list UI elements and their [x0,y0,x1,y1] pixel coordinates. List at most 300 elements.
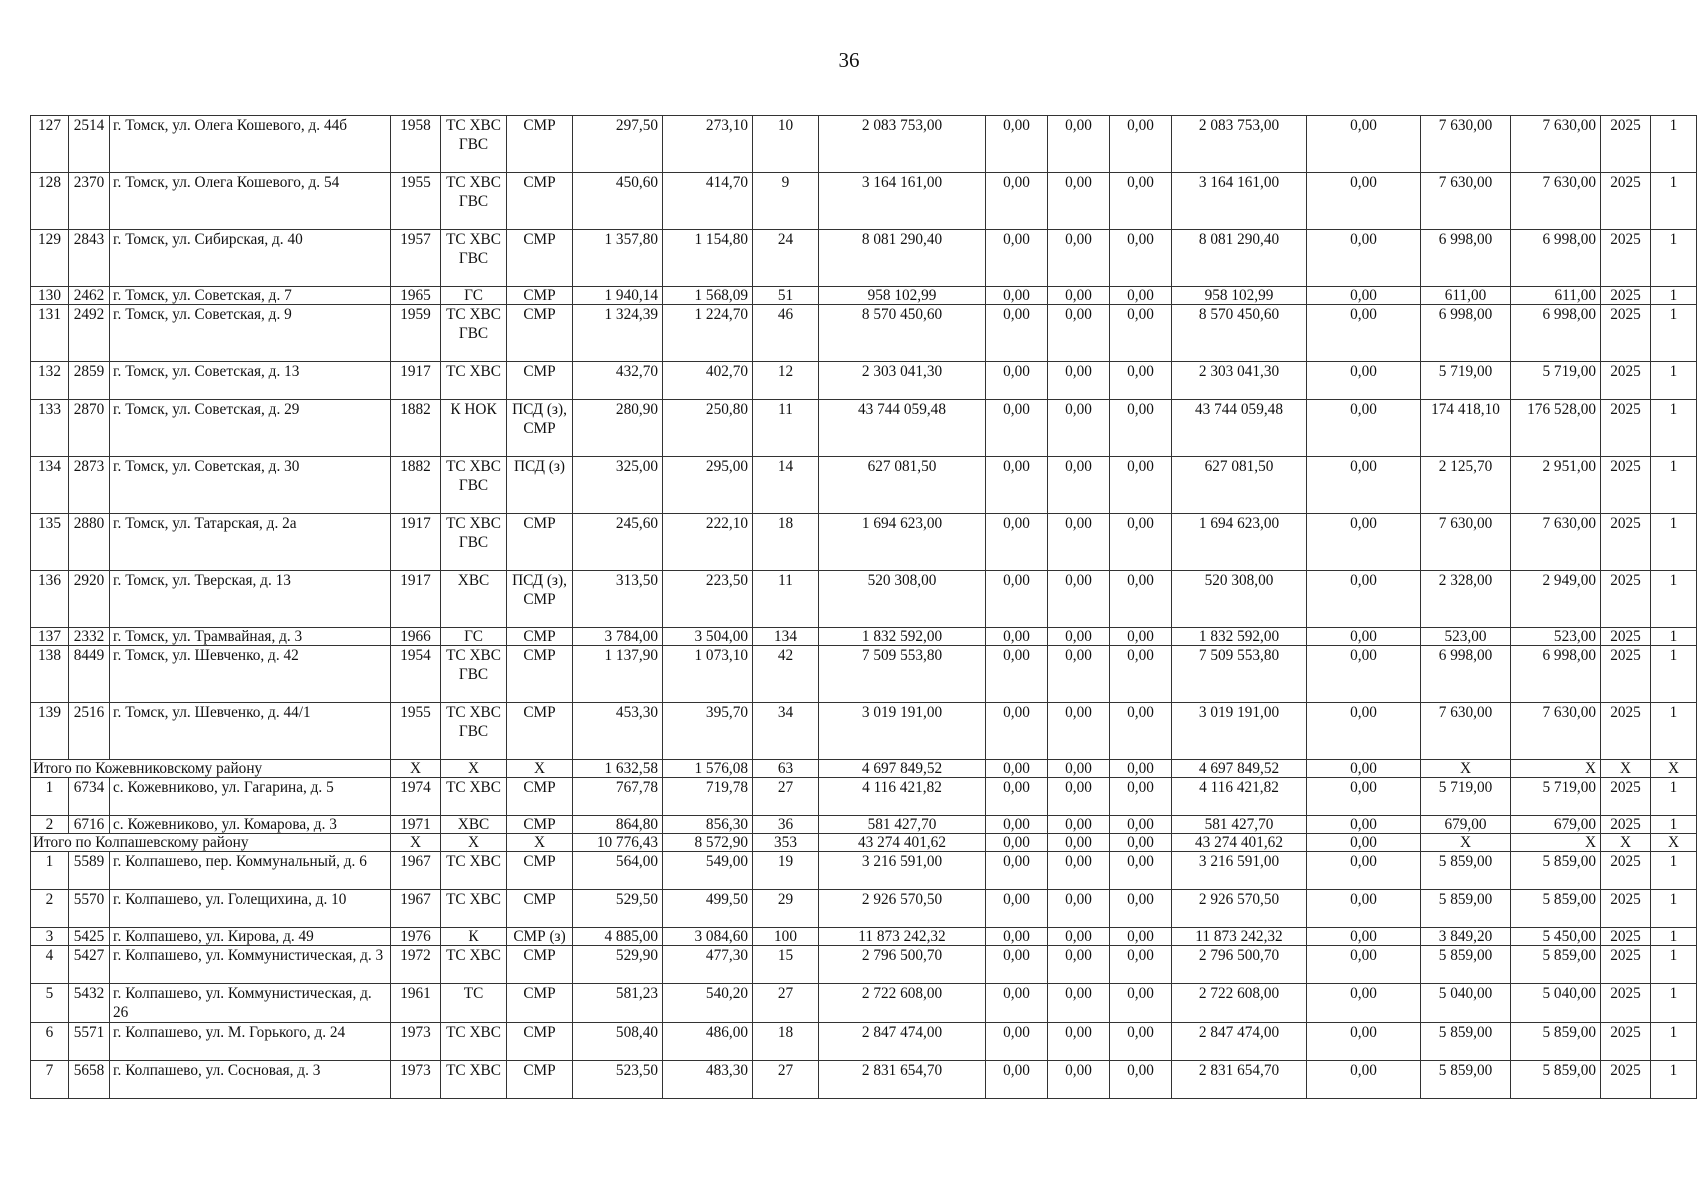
cell-plan-year: 2025 [1601,1061,1651,1099]
cell-repair-kind: 1 [1651,571,1697,628]
cell-total-cost: 43 744 059,48 [819,400,986,457]
cell-total-cost: 958 102,99 [819,287,986,305]
cell-house-id: 2920 [69,571,110,628]
cell-other-funds: 0,00 [1307,173,1421,230]
cell-total-area: 529,90 [573,946,663,984]
cell-repair-kind: 1 [1651,1023,1697,1061]
cell-max-unit-cost: 7 630,00 [1511,514,1601,571]
cell-total-cost: 581 427,70 [819,816,986,834]
cell-total-area: 10 776,43 [573,834,663,852]
cell-repair-kind: 1 [1651,928,1697,946]
cell-house-id: 5658 [69,1061,110,1099]
table-row [31,1061,1697,1099]
cell-total-area: 523,50 [573,1061,663,1099]
cell-federal-funds: 0,00 [986,760,1048,778]
cell-other-funds: 0,00 [1307,1023,1421,1061]
cell-row-number: 4 [31,946,69,984]
cell-work-type: Х [507,760,573,778]
cell-regional-funds: 0,00 [1048,984,1110,1023]
cell-total-cost: 627 081,50 [819,457,986,514]
cell-systems: ТС ХВС [441,852,507,890]
table-row [31,116,1697,173]
cell-living-area: 1 154,80 [663,230,753,287]
cell-unit-cost: 7 630,00 [1421,116,1511,173]
cell-owner-funds: 4 697 849,52 [1172,760,1307,778]
cell-total-area: 432,70 [573,362,663,400]
cell-systems: ТС ХВС [441,890,507,928]
cell-living-area: 223,50 [663,571,753,628]
cell-plan-year: 2025 [1601,646,1651,703]
cell-build-year: 1955 [391,703,441,760]
cell-plan-year: 2025 [1601,703,1651,760]
cell-work-type: СМР [507,816,573,834]
cell-max-unit-cost: Х [1511,834,1601,852]
cell-residents: 100 [753,928,819,946]
cell-total-area: 864,80 [573,816,663,834]
cell-federal-funds: 0,00 [986,305,1048,362]
cell-regional-funds: 0,00 [1048,287,1110,305]
cell-municipal-funds: 0,00 [1110,890,1172,928]
cell-work-type: СМР [507,116,573,173]
cell-total-area: 297,50 [573,116,663,173]
cell-build-year: 1974 [391,778,441,816]
cell-other-funds: 0,00 [1307,778,1421,816]
cell-residents: 27 [753,1061,819,1099]
cell-row-number: 7 [31,1061,69,1099]
cell-owner-funds: 2 926 570,50 [1172,890,1307,928]
cell-federal-funds: 0,00 [986,1023,1048,1061]
cell-systems: ТС ХВС [441,778,507,816]
table-row [31,305,1697,362]
cell-federal-funds: 0,00 [986,400,1048,457]
cell-federal-funds: 0,00 [986,646,1048,703]
table-row [31,852,1697,890]
cell-residents: 12 [753,362,819,400]
district-total-row [31,760,1697,778]
cell-total-area: 1 137,90 [573,646,663,703]
cell-total-area: 564,00 [573,852,663,890]
cell-regional-funds: 0,00 [1048,928,1110,946]
cell-work-type: СМР [507,1023,573,1061]
cell-plan-year: Х [1601,760,1651,778]
cell-unit-cost: 6 998,00 [1421,305,1511,362]
cell-address: г. Томск, ул. Олега Кошевого, д. 54 [110,173,391,230]
cell-regional-funds: 0,00 [1048,571,1110,628]
cell-unit-cost: 7 630,00 [1421,514,1511,571]
cell-federal-funds: 0,00 [986,571,1048,628]
cell-repair-kind: 1 [1651,457,1697,514]
cell-municipal-funds: 0,00 [1110,946,1172,984]
cell-repair-kind: 1 [1651,287,1697,305]
cell-municipal-funds: 0,00 [1110,1023,1172,1061]
cell-other-funds: 0,00 [1307,760,1421,778]
cell-owner-funds: 2 083 753,00 [1172,116,1307,173]
cell-plan-year: 2025 [1601,1023,1651,1061]
cell-house-id: 2462 [69,287,110,305]
cell-work-type: СМР [507,514,573,571]
cell-total-area: 450,60 [573,173,663,230]
cell-work-type: ПСД (з), СМР [507,571,573,628]
cell-federal-funds: 0,00 [986,287,1048,305]
cell-residents: 18 [753,514,819,571]
cell-total-cost: 2 796 500,70 [819,946,986,984]
cell-max-unit-cost: 2 951,00 [1511,457,1601,514]
cell-build-year: 1972 [391,946,441,984]
cell-municipal-funds: 0,00 [1110,760,1172,778]
cell-total-area: 245,60 [573,514,663,571]
cell-plan-year: 2025 [1601,890,1651,928]
cell-repair-kind: 1 [1651,173,1697,230]
cell-house-id: 2870 [69,400,110,457]
cell-plan-year: 2025 [1601,116,1651,173]
cell-residents: 10 [753,116,819,173]
cell-repair-kind: 1 [1651,1061,1697,1099]
cell-max-unit-cost: 2 949,00 [1511,571,1601,628]
cell-row-number: 129 [31,230,69,287]
cell-row-number: 2 [31,816,69,834]
cell-work-type: СМР (з) [507,928,573,946]
cell-row-number: 1 [31,778,69,816]
cell-unit-cost: Х [1421,834,1511,852]
cell-unit-cost: 5 859,00 [1421,1061,1511,1099]
cell-row-number: 139 [31,703,69,760]
cell-total-cost: 4 697 849,52 [819,760,986,778]
cell-address: г. Колпашево, ул. М. Горького, д. 24 [110,1023,391,1061]
cell-work-type: СМР [507,778,573,816]
cell-federal-funds: 0,00 [986,946,1048,984]
cell-regional-funds: 0,00 [1048,305,1110,362]
cell-house-id: 2859 [69,362,110,400]
cell-row-number: 3 [31,928,69,946]
cell-work-type: СМР [507,305,573,362]
cell-plan-year: 2025 [1601,514,1651,571]
cell-work-type: СМР [507,287,573,305]
cell-plan-year: 2025 [1601,984,1651,1023]
cell-living-area: 856,30 [663,816,753,834]
district-total-row [31,834,1697,852]
cell-residents: 11 [753,400,819,457]
cell-max-unit-cost: 5 040,00 [1511,984,1601,1023]
cell-row-number: 135 [31,514,69,571]
cell-municipal-funds: 0,00 [1110,646,1172,703]
cell-other-funds: 0,00 [1307,852,1421,890]
cell-owner-funds: 2 303 041,30 [1172,362,1307,400]
cell-federal-funds: 0,00 [986,778,1048,816]
cell-work-type: СМР [507,628,573,646]
cell-work-type: СМР [507,703,573,760]
cell-total-cost: 43 274 401,62 [819,834,986,852]
cell-row-number: 1 [31,852,69,890]
cell-work-type: СМР [507,1061,573,1099]
cell-living-area: 483,30 [663,1061,753,1099]
cell-total-cost: 8 081 290,40 [819,230,986,287]
cell-max-unit-cost: 5 719,00 [1511,778,1601,816]
cell-other-funds: 0,00 [1307,816,1421,834]
cell-max-unit-cost: 5 859,00 [1511,1061,1601,1099]
cell-build-year: 1967 [391,890,441,928]
cell-plan-year: 2025 [1601,287,1651,305]
cell-max-unit-cost: Х [1511,760,1601,778]
cell-house-id: 2514 [69,116,110,173]
cell-municipal-funds: 0,00 [1110,400,1172,457]
cell-unit-cost: 6 998,00 [1421,230,1511,287]
cell-build-year: 1954 [391,646,441,703]
cell-unit-cost: 3 849,20 [1421,928,1511,946]
cell-plan-year: 2025 [1601,362,1651,400]
cell-repair-kind: 1 [1651,852,1697,890]
cell-row-number: 5 [31,984,69,1023]
cell-address: г. Томск, ул. Татарская, д. 2а [110,514,391,571]
cell-plan-year: 2025 [1601,946,1651,984]
cell-regional-funds: 0,00 [1048,628,1110,646]
cell-max-unit-cost: 6 998,00 [1511,646,1601,703]
cell-other-funds: 0,00 [1307,646,1421,703]
cell-row-number: 128 [31,173,69,230]
cell-total-cost: 4 116 421,82 [819,778,986,816]
cell-municipal-funds: 0,00 [1110,362,1172,400]
table-row [31,457,1697,514]
cell-work-type: СМР [507,646,573,703]
cell-regional-funds: 0,00 [1048,946,1110,984]
cell-residents: 36 [753,816,819,834]
cell-total-cost: 2 722 608,00 [819,984,986,1023]
cell-repair-kind: 1 [1651,362,1697,400]
cell-living-area: 250,80 [663,400,753,457]
table-row [31,571,1697,628]
cell-regional-funds: 0,00 [1048,514,1110,571]
table-row [31,230,1697,287]
cell-repair-kind: 1 [1651,984,1697,1023]
cell-build-year: 1961 [391,984,441,1023]
cell-living-area: 540,20 [663,984,753,1023]
cell-systems: К [441,928,507,946]
cell-plan-year: 2025 [1601,230,1651,287]
cell-build-year: 1973 [391,1061,441,1099]
cell-systems: ТС ХВС ГВС [441,230,507,287]
cell-federal-funds: 0,00 [986,984,1048,1023]
cell-living-area: 499,50 [663,890,753,928]
cell-unit-cost: Х [1421,760,1511,778]
cell-repair-kind: 1 [1651,703,1697,760]
cell-plan-year: 2025 [1601,816,1651,834]
cell-owner-funds: 8 570 450,60 [1172,305,1307,362]
cell-owner-funds: 2 796 500,70 [1172,946,1307,984]
cell-address: г. Томск, ул. Советская, д. 30 [110,457,391,514]
cell-build-year: 1917 [391,571,441,628]
cell-municipal-funds: 0,00 [1110,457,1172,514]
cell-federal-funds: 0,00 [986,514,1048,571]
cell-municipal-funds: 0,00 [1110,173,1172,230]
table-row [31,646,1697,703]
cell-regional-funds: 0,00 [1048,816,1110,834]
cell-repair-kind: Х [1651,834,1697,852]
cell-row-number: 136 [31,571,69,628]
cell-build-year: 1882 [391,400,441,457]
cell-total-cost: 7 509 553,80 [819,646,986,703]
cell-federal-funds: 0,00 [986,816,1048,834]
cell-other-funds: 0,00 [1307,400,1421,457]
cell-house-id: 2492 [69,305,110,362]
cell-total-area: 1 940,14 [573,287,663,305]
cell-unit-cost: 174 418,10 [1421,400,1511,457]
cell-build-year: 1976 [391,928,441,946]
cell-build-year: 1917 [391,362,441,400]
cell-municipal-funds: 0,00 [1110,571,1172,628]
cell-plan-year: 2025 [1601,400,1651,457]
cell-living-area: 486,00 [663,1023,753,1061]
cell-unit-cost: 7 630,00 [1421,173,1511,230]
cell-work-type: Х [507,834,573,852]
cell-owner-funds: 627 081,50 [1172,457,1307,514]
cell-systems: ТС ХВС ГВС [441,305,507,362]
cell-house-id: 2880 [69,514,110,571]
cell-build-year: 1959 [391,305,441,362]
cell-federal-funds: 0,00 [986,852,1048,890]
cell-max-unit-cost: 5 859,00 [1511,852,1601,890]
cell-municipal-funds: 0,00 [1110,928,1172,946]
cell-systems: Х [441,760,507,778]
cell-owner-funds: 3 019 191,00 [1172,703,1307,760]
cell-max-unit-cost: 5 859,00 [1511,946,1601,984]
cell-plan-year: 2025 [1601,778,1651,816]
cell-systems: ТС ХВС ГВС [441,457,507,514]
cell-living-area: 3 084,60 [663,928,753,946]
cell-other-funds: 0,00 [1307,116,1421,173]
cell-build-year: 1957 [391,230,441,287]
cell-house-id: 6716 [69,816,110,834]
cell-total-area: 280,90 [573,400,663,457]
cell-total-area: 3 784,00 [573,628,663,646]
page-number: 36 [838,48,860,72]
cell-living-area: 395,70 [663,703,753,760]
cell-residents: 29 [753,890,819,928]
cell-owner-funds: 581 427,70 [1172,816,1307,834]
cell-owner-funds: 520 308,00 [1172,571,1307,628]
table-row [31,778,1697,816]
cell-systems: ТС ХВС ГВС [441,514,507,571]
cell-systems: ТС ХВС ГВС [441,703,507,760]
cell-unit-cost: 6 998,00 [1421,646,1511,703]
cell-total-cost: 3 019 191,00 [819,703,986,760]
cell-repair-kind: 1 [1651,514,1697,571]
cell-address: с. Кожевниково, ул. Гагарина, д. 5 [110,778,391,816]
cell-plan-year: 2025 [1601,457,1651,514]
cell-build-year: 1958 [391,116,441,173]
cell-plan-year: Х [1601,834,1651,852]
cell-systems: ТС [441,984,507,1023]
cell-row-number: 138 [31,646,69,703]
cell-row-number: 134 [31,457,69,514]
cell-total-cost: 8 570 450,60 [819,305,986,362]
cell-living-area: 477,30 [663,946,753,984]
cell-row-number: 131 [31,305,69,362]
cell-build-year: 1973 [391,1023,441,1061]
cell-address: г. Томск, ул. Советская, д. 13 [110,362,391,400]
cell-address: г. Томск, ул. Сибирская, д. 40 [110,230,391,287]
cell-total-area: 1 632,58 [573,760,663,778]
cell-regional-funds: 0,00 [1048,230,1110,287]
cell-regional-funds: 0,00 [1048,890,1110,928]
cell-build-year: Х [391,834,441,852]
cell-unit-cost: 611,00 [1421,287,1511,305]
cell-work-type: СМР [507,890,573,928]
cell-owner-funds: 3 216 591,00 [1172,852,1307,890]
cell-systems: К НОК [441,400,507,457]
cell-other-funds: 0,00 [1307,703,1421,760]
table-row [31,928,1697,946]
cell-total-area: 4 885,00 [573,928,663,946]
cell-total-cost: 11 873 242,32 [819,928,986,946]
cell-work-type: СМР [507,362,573,400]
cell-systems: ХВС [441,571,507,628]
cell-max-unit-cost: 5 859,00 [1511,1023,1601,1061]
cell-owner-funds: 3 164 161,00 [1172,173,1307,230]
cell-total-area: 453,30 [573,703,663,760]
cell-repair-kind: 1 [1651,305,1697,362]
cell-regional-funds: 0,00 [1048,646,1110,703]
cell-municipal-funds: 0,00 [1110,852,1172,890]
cell-owner-funds: 2 831 654,70 [1172,1061,1307,1099]
district-total-label: Итого по Колпашевскому району [31,834,391,852]
cell-municipal-funds: 0,00 [1110,305,1172,362]
cell-build-year: 1882 [391,457,441,514]
cell-federal-funds: 0,00 [986,703,1048,760]
cell-owner-funds: 8 081 290,40 [1172,230,1307,287]
cell-owner-funds: 2 847 474,00 [1172,1023,1307,1061]
cell-address: г. Томск, ул. Шевченко, д. 42 [110,646,391,703]
cell-other-funds: 0,00 [1307,984,1421,1023]
cell-max-unit-cost: 176 528,00 [1511,400,1601,457]
cell-regional-funds: 0,00 [1048,703,1110,760]
cell-total-area: 325,00 [573,457,663,514]
table-row [31,400,1697,457]
cell-total-cost: 520 308,00 [819,571,986,628]
cell-residents: 19 [753,852,819,890]
cell-build-year: 1965 [391,287,441,305]
cell-other-funds: 0,00 [1307,230,1421,287]
cell-total-area: 529,50 [573,890,663,928]
cell-house-id: 5570 [69,890,110,928]
cell-federal-funds: 0,00 [986,362,1048,400]
cell-owner-funds: 2 722 608,00 [1172,984,1307,1023]
cell-living-area: 295,00 [663,457,753,514]
cell-other-funds: 0,00 [1307,928,1421,946]
cell-build-year: Х [391,760,441,778]
cell-living-area: 549,00 [663,852,753,890]
cell-residents: 134 [753,628,819,646]
cell-work-type: СМР [507,852,573,890]
cell-row-number: 130 [31,287,69,305]
cell-systems: ТС ХВС ГВС [441,646,507,703]
cell-regional-funds: 0,00 [1048,852,1110,890]
cell-max-unit-cost: 7 630,00 [1511,116,1601,173]
cell-other-funds: 0,00 [1307,457,1421,514]
cell-house-id: 6734 [69,778,110,816]
table-row [31,703,1697,760]
cell-plan-year: 2025 [1601,305,1651,362]
cell-total-cost: 2 847 474,00 [819,1023,986,1061]
cell-work-type: СМР [507,984,573,1023]
cell-residents: 24 [753,230,819,287]
cell-municipal-funds: 0,00 [1110,834,1172,852]
cell-row-number: 6 [31,1023,69,1061]
cell-house-id: 2516 [69,703,110,760]
cell-address: г. Томск, ул. Советская, д. 9 [110,305,391,362]
cell-house-id: 2873 [69,457,110,514]
cell-federal-funds: 0,00 [986,230,1048,287]
cell-federal-funds: 0,00 [986,928,1048,946]
table-row [31,514,1697,571]
